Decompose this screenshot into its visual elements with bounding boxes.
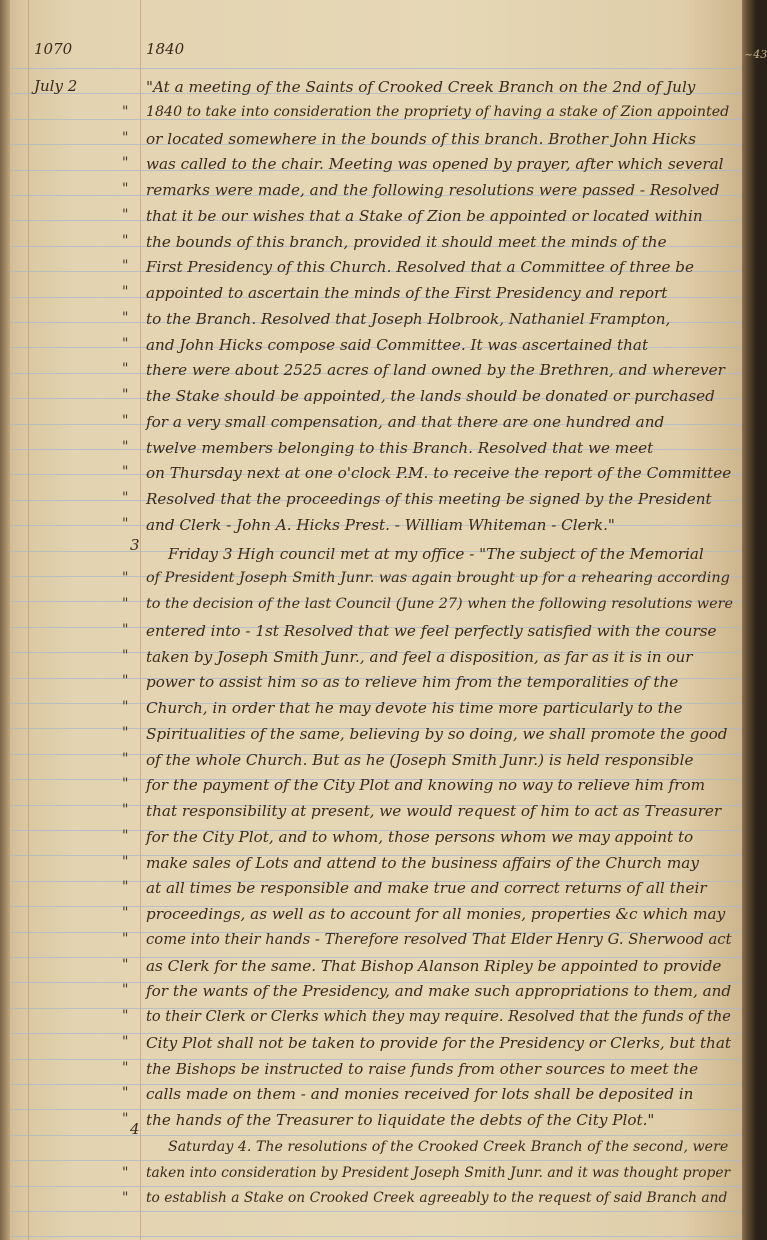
manuscript-line: the hands of the Treasurer to liquidate the debts of the City Plot." [146,1111,655,1129]
manuscript-line: Resolved that the proceedings of this meeting be signed by the President [146,490,712,508]
ruled-line [10,1160,742,1161]
quote-mark: " [122,1060,129,1076]
manuscript-line: on Thursday next at one o'clock P.M. to receive the report of the Committee [146,464,732,482]
ruled-line [10,68,742,69]
page-number: 1070 [34,40,73,58]
manuscript-line: power to assist him so as to relieve him from the temporalities of the [146,673,679,691]
manuscript-line: and Clerk - John A. Hicks Prest. - William Whiteman - Clerk." [146,516,615,534]
quote-mark: " [122,413,129,429]
quote-mark: " [122,596,129,612]
manuscript-line: for the City Plot, and to whom, those persons whom we may appoint to [146,828,694,846]
manuscript-line: First Presidency of this Church. Resolved that a Committee of three be [146,258,695,276]
quote-mark: " [122,155,129,171]
manuscript-line: appointed to ascertain the minds of the First Presidency and report [146,284,668,302]
quote-mark: " [122,802,129,818]
manuscript-line: for the payment of the City Plot and knowing no way to relieve him from [146,776,706,794]
quote-mark: " [122,464,129,480]
manuscript-line: to their Clerk or Clerks which they may require. Resolved that the funds of the [146,1008,731,1025]
quote-mark: " [122,181,129,197]
manuscript-line: Friday 3 High council met at my office - "The subject of the Memorial [168,545,704,563]
quote-mark: " [122,233,129,249]
manuscript-line: of President Joseph Smith Junr. was again brought up for a rehearing according [146,570,730,586]
quote-mark: " [122,957,129,973]
manuscript-line: "At a meeting of the Saints of Crooked Creek Branch on the 2nd of July [146,78,696,96]
manuscript-line: taken by Joseph Smith Junr., and feel a disposition, as far as it is in our [146,648,693,666]
manuscript-line: for the wants of the Presidency, and make such appropriations to them, and [146,982,732,1000]
ruled-line [10,1211,742,1212]
ruled-line [10,1186,742,1187]
manuscript-line: the Bishops be instructed to raise funds from other sources to meet the [146,1060,699,1078]
manuscript-line: the bounds of this branch, provided it should meet the minds of the [146,233,667,251]
date-margin-rule [140,0,141,1240]
quote-mark: " [122,516,129,532]
page-year: 1840 [146,40,185,58]
manuscript-line: the Stake should be appointed, the lands should be donated or purchased [146,387,715,405]
manuscript-line: taken into consideration by President Joseph Smith Junr. and it was thought proper [146,1165,731,1181]
manuscript-line: that it be our wishes that a Stake of Zion be appointed or located within [146,207,703,225]
manuscript-line: make sales of Lots and attend to the business affairs of the Church may [146,854,699,872]
quote-mark: " [122,1085,129,1101]
ruled-line [10,1109,742,1110]
manuscript-line: of the whole Church. But as he (Joseph Smith Junr.) is held responsible [146,751,694,769]
manuscript-line: was called to the chair. Meeting was opened by prayer, after which several [146,155,724,173]
page-edge [742,0,756,1240]
manuscript-line: that responsibility at present, we would request of him to act as Treasurer [146,802,722,820]
quote-mark: " [122,905,129,921]
quote-mark: " [122,1190,129,1206]
ruled-line [10,1135,742,1136]
corner-mark: ~43 [744,48,767,61]
quote-mark: " [122,336,129,352]
manuscript-line: come into their hands - Therefore resolved That Elder Henry G. Sherwood act [146,931,732,948]
quote-mark: " [122,439,129,455]
quote-mark: " [122,699,129,715]
ruled-line [10,1236,742,1237]
quote-mark: " [122,1008,129,1024]
manuscript-line: to the decision of the last Council (June 27) when the following resolutions were [146,596,733,612]
quote-mark: " [122,387,129,403]
date-day-4: 4 [130,1120,140,1138]
quote-mark: " [122,570,129,586]
manuscript-line: Spiritualities of the same, believing by so doing, we shall promote the good [146,725,728,743]
quote-mark: " [122,1111,129,1127]
manuscript-line: calls made on them - and monies received for lots shall be deposited in [146,1085,694,1103]
manuscript-line: to establish a Stake on Crooked Creek agreeably to the request of said Branch and [146,1190,728,1206]
quote-mark: " [122,828,129,844]
left-margin-rule [28,0,29,1240]
date-day-3: 3 [130,536,140,554]
quote-mark: " [122,258,129,274]
manuscript-line: Church, in order that he may devote his time more particularly to the [146,699,683,717]
manuscript-line: or located somewhere in the bounds of this branch. Brother John Hicks [146,130,697,148]
date-july-2: July 2 [34,77,78,95]
quote-mark: " [122,648,129,664]
quote-mark: " [122,284,129,300]
manuscript-line: there were about 2525 acres of land owned by the Brethren, and wherever [146,361,725,379]
quote-mark: " [122,725,129,741]
manuscript-line: at all times be responsible and make true and correct returns of all their [146,879,707,897]
manuscript-line: entered into - 1st Resolved that we feel perfectly satisfied with the course [146,622,717,640]
quote-mark: " [122,1034,129,1050]
quote-mark: " [122,361,129,377]
quote-mark: " [122,673,129,689]
manuscript-line: and John Hicks compose said Committee. It was ascertained that [146,336,649,354]
manuscript-line: to the Branch. Resolved that Joseph Holbrook, Nathaniel Frampton, [146,310,671,328]
quote-mark: " [122,207,129,223]
quote-mark: " [122,1165,129,1181]
quote-mark: " [122,490,129,506]
page-binding [0,0,10,1240]
quote-mark: " [122,776,129,792]
manuscript-line: Saturday 4. The resolutions of the Crooked Creek Branch of the second, were [168,1139,729,1155]
quote-mark: " [122,854,129,870]
manuscript-line: as Clerk for the same. That Bishop Alanson Ripley be appointed to provide [146,957,722,975]
manuscript-line: remarks were made, and the following resolutions were passed - Resolved [146,181,720,199]
manuscript-line: proceedings, as well as to account for all monies, properties &c which may [146,905,726,923]
quote-mark: " [122,879,129,895]
manuscript-line: 1840 to take into consideration the propriety of having a stake of Zion appointed [146,104,730,120]
quote-mark: " [122,104,129,120]
quote-mark: " [122,751,129,767]
quote-mark: " [122,130,129,146]
manuscript-line: for a very small compensation, and that there are one hundred and [146,413,665,431]
manuscript-line: twelve members belonging to this Branch. Resolved that we meet [146,439,654,457]
quote-mark: " [122,982,129,998]
quote-mark: " [122,622,129,638]
manuscript-line: City Plot shall not be taken to provide for the Presidency or Clerks, but that [146,1034,732,1052]
quote-mark: " [122,931,129,947]
quote-mark: " [122,310,129,326]
